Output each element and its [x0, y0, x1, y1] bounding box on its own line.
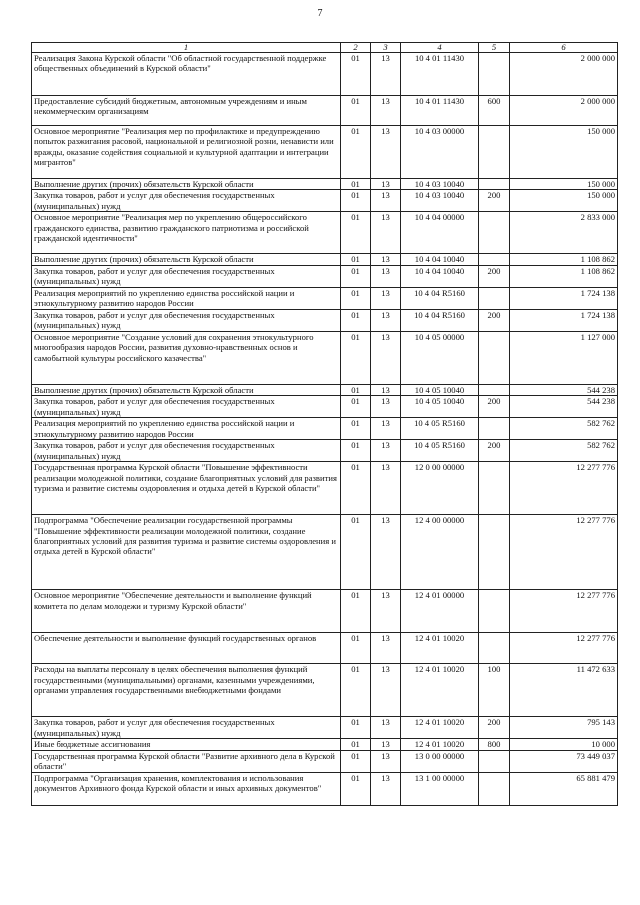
- row-expense-type-cell: [479, 126, 510, 179]
- table-row: [32, 772, 618, 805]
- table-row: [32, 418, 618, 440]
- row-amount-cell: 795 143: [510, 717, 618, 739]
- row-code-cell: 01: [341, 190, 371, 212]
- row-expense-type-cell: 800: [479, 739, 510, 750]
- row-target-article-cell: 10 4 04 00000: [401, 212, 479, 254]
- row-target-article-cell: 12 0 00 00000: [401, 462, 479, 515]
- row-expense-type-cell: [479, 750, 510, 772]
- row-subsection-cell: 13: [371, 739, 401, 750]
- page-number: 7: [317, 8, 323, 19]
- row-subsection-cell: 13: [371, 462, 401, 515]
- row-name-cell: Подпрограмма "Обеспечение реализации государственной программы "Повышение эффективности реализации молодежной политики, создание благоприятных условий для развития туризма и развитие системы оздоровления и отдыха детей в Курской области": [32, 515, 341, 590]
- row-amount-cell: 1 108 862: [510, 254, 618, 265]
- budget-table: [31, 42, 618, 806]
- row-subsection-cell: 13: [371, 212, 401, 254]
- row-expense-type-cell: [479, 179, 510, 190]
- row-subsection-cell: 13: [371, 96, 401, 126]
- row-subsection-cell: 13: [371, 772, 401, 805]
- row-expense-type-cell: 600: [479, 96, 510, 126]
- table-row: [32, 331, 618, 384]
- table-row: [32, 633, 618, 664]
- header-col-5: 5: [479, 43, 510, 53]
- row-expense-type-cell: [479, 515, 510, 590]
- row-target-article-cell: 12 4 01 10020: [401, 664, 479, 717]
- row-amount-cell: 12 277 776: [510, 462, 618, 515]
- row-amount-cell: 1 108 862: [510, 265, 618, 287]
- row-target-article-cell: 10 4 04 R5160: [401, 309, 479, 331]
- row-amount-cell: 544 238: [510, 396, 618, 418]
- row-subsection-cell: 13: [371, 309, 401, 331]
- row-target-article-cell: 13 0 00 00000: [401, 750, 479, 772]
- row-expense-type-cell: 200: [479, 309, 510, 331]
- row-code-cell: 01: [341, 331, 371, 384]
- row-subsection-cell: 13: [371, 179, 401, 190]
- row-subsection-cell: 13: [371, 440, 401, 462]
- row-amount-cell: 1 724 138: [510, 287, 618, 309]
- row-code-cell: 01: [341, 418, 371, 440]
- row-target-article-cell: 10 4 05 R5160: [401, 440, 479, 462]
- row-name-cell: Закупка товаров, работ и услуг для обеспечения государственных (муниципальных) нужд: [32, 309, 341, 331]
- row-subsection-cell: 13: [371, 418, 401, 440]
- row-code-cell: 01: [341, 664, 371, 717]
- row-amount-cell: 544 238: [510, 384, 618, 395]
- row-expense-type-cell: [479, 287, 510, 309]
- row-subsection-cell: 13: [371, 126, 401, 179]
- table-row: [32, 96, 618, 126]
- row-subsection-cell: 13: [371, 331, 401, 384]
- row-subsection-cell: 13: [371, 53, 401, 96]
- row-target-article-cell: 12 4 01 10020: [401, 717, 479, 739]
- row-amount-cell: 150 000: [510, 190, 618, 212]
- table-row: [32, 384, 618, 395]
- row-name-cell: Реализация Закона Курской области "Об областной государственной поддержке общественных объединений в Курской области": [32, 53, 341, 96]
- table-row: [32, 53, 618, 96]
- row-target-article-cell: 13 1 00 00000: [401, 772, 479, 805]
- row-name-cell: Предоставление субсидий бюджетным, автономным учреждениям и иным некоммерческим организациям: [32, 96, 341, 126]
- table-row: [32, 179, 618, 190]
- row-target-article-cell: 10 4 05 10040: [401, 396, 479, 418]
- row-code-cell: 01: [341, 265, 371, 287]
- table-row: [32, 717, 618, 739]
- row-amount-cell: 2 833 000: [510, 212, 618, 254]
- row-expense-type-cell: [479, 633, 510, 664]
- row-code-cell: 01: [341, 384, 371, 395]
- row-name-cell: Закупка товаров, работ и услуг для обеспечения государственных (муниципальных) нужд: [32, 265, 341, 287]
- row-name-cell: Реализация мероприятий по укреплению единства российской нации и этнокультурному развитию народов России: [32, 418, 341, 440]
- row-name-cell: Закупка товаров, работ и услуг для обеспечения государственных (муниципальных) нужд: [32, 190, 341, 212]
- row-amount-cell: 11 472 633: [510, 664, 618, 717]
- row-expense-type-cell: [479, 331, 510, 384]
- row-subsection-cell: 13: [371, 265, 401, 287]
- row-target-article-cell: 12 4 01 10020: [401, 633, 479, 664]
- row-subsection-cell: 13: [371, 590, 401, 633]
- row-code-cell: 01: [341, 254, 371, 265]
- row-expense-type-cell: 200: [479, 190, 510, 212]
- row-amount-cell: 10 000: [510, 739, 618, 750]
- table-row: [32, 309, 618, 331]
- table-row: [32, 126, 618, 179]
- row-amount-cell: 73 449 037: [510, 750, 618, 772]
- header-col-6: 6: [510, 43, 618, 53]
- row-amount-cell: 12 277 776: [510, 590, 618, 633]
- row-amount-cell: 2 000 000: [510, 53, 618, 96]
- row-subsection-cell: 13: [371, 396, 401, 418]
- row-code-cell: 01: [341, 212, 371, 254]
- table-row: [32, 462, 618, 515]
- row-subsection-cell: 13: [371, 717, 401, 739]
- table-row: [32, 190, 618, 212]
- row-name-cell: Основное мероприятие "Создание условий для сохранения этнокультурного многообразия народов России, развития духовно-нравственных основ и самобытной культуры российского казачества": [32, 331, 341, 384]
- row-code-cell: 01: [341, 396, 371, 418]
- row-name-cell: Расходы на выплаты персоналу в целях обеспечения выполнения функций государственными (муниципальными) органами, казенными учреждениями, органами управления государственными внебюджетными фондами: [32, 664, 341, 717]
- row-subsection-cell: 13: [371, 287, 401, 309]
- row-name-cell: Основное мероприятие "Реализация мер по укреплению общероссийского гражданского единства, развитию гражданского патриотизма и российской гражданской идентичности": [32, 212, 341, 254]
- row-code-cell: 01: [341, 440, 371, 462]
- row-expense-type-cell: [479, 418, 510, 440]
- row-target-article-cell: 10 4 05 00000: [401, 331, 479, 384]
- row-target-article-cell: 12 4 01 10020: [401, 739, 479, 750]
- row-subsection-cell: 13: [371, 190, 401, 212]
- row-amount-cell: 12 277 776: [510, 515, 618, 590]
- row-expense-type-cell: [479, 462, 510, 515]
- row-target-article-cell: 10 4 01 11430: [401, 96, 479, 126]
- row-target-article-cell: 10 4 05 10040: [401, 384, 479, 395]
- table-row: [32, 739, 618, 750]
- row-subsection-cell: 13: [371, 750, 401, 772]
- row-code-cell: 01: [341, 515, 371, 590]
- row-subsection-cell: 13: [371, 515, 401, 590]
- row-expense-type-cell: 100: [479, 664, 510, 717]
- row-target-article-cell: 10 4 03 00000: [401, 126, 479, 179]
- row-amount-cell: 12 277 776: [510, 633, 618, 664]
- row-expense-type-cell: [479, 590, 510, 633]
- row-name-cell: Государственная программа Курской области "Развитие архивного дела в Курской области": [32, 750, 341, 772]
- table-row: [32, 440, 618, 462]
- row-target-article-cell: 10 4 01 11430: [401, 53, 479, 96]
- row-amount-cell: 2 000 000: [510, 96, 618, 126]
- row-code-cell: 01: [341, 309, 371, 331]
- row-target-article-cell: 10 4 04 10040: [401, 265, 479, 287]
- row-name-cell: Выполнение других (прочих) обязательств Курской области: [32, 179, 341, 190]
- row-code-cell: 01: [341, 462, 371, 515]
- table-row: [32, 515, 618, 590]
- table-row: [32, 664, 618, 717]
- row-code-cell: 01: [341, 179, 371, 190]
- row-amount-cell: 150 000: [510, 179, 618, 190]
- row-code-cell: 01: [341, 717, 371, 739]
- row-expense-type-cell: [479, 384, 510, 395]
- row-code-cell: 01: [341, 750, 371, 772]
- row-name-cell: Подпрограмма "Организация хранения, комплектования и использования документов Архивного фонда Курской области и иных архивных документов": [32, 772, 341, 805]
- row-amount-cell: 1 724 138: [510, 309, 618, 331]
- header-col-1: 1: [32, 43, 341, 53]
- row-expense-type-cell: [479, 212, 510, 254]
- header-col-3: 3: [371, 43, 401, 53]
- header-col-4: 4: [401, 43, 479, 53]
- table-row: [32, 396, 618, 418]
- table-row: [32, 254, 618, 265]
- row-target-article-cell: 10 4 04 10040: [401, 254, 479, 265]
- row-amount-cell: 582 762: [510, 418, 618, 440]
- row-target-article-cell: 12 4 00 00000: [401, 515, 479, 590]
- row-name-cell: Обеспечение деятельности и выполнение функций государственных органов: [32, 633, 341, 664]
- table-row: [32, 590, 618, 633]
- row-target-article-cell: 12 4 01 00000: [401, 590, 479, 633]
- row-target-article-cell: 10 4 03 10040: [401, 179, 479, 190]
- table-row: [32, 750, 618, 772]
- row-name-cell: Основное мероприятие "Реализация мер по профилактике и предупреждению попыток разжигания расовой, национальной и религиозной розни, ненависти или вражды, оказание содействия социальной и культурной адаптации и интеграции мигрантов": [32, 126, 341, 179]
- header-row: [32, 43, 618, 53]
- row-name-cell: Закупка товаров, работ и услуг для обеспечения государственных (муниципальных) нужд: [32, 396, 341, 418]
- table-row: [32, 212, 618, 254]
- row-code-cell: 01: [341, 287, 371, 309]
- row-expense-type-cell: 200: [479, 440, 510, 462]
- row-target-article-cell: 10 4 03 10040: [401, 190, 479, 212]
- row-name-cell: Закупка товаров, работ и услуг для обеспечения государственных (муниципальных) нужд: [32, 440, 341, 462]
- row-expense-type-cell: [479, 254, 510, 265]
- row-expense-type-cell: 200: [479, 396, 510, 418]
- row-subsection-cell: 13: [371, 633, 401, 664]
- row-amount-cell: 65 881 479: [510, 772, 618, 805]
- row-expense-type-cell: [479, 53, 510, 96]
- table-row: [32, 265, 618, 287]
- row-code-cell: 01: [341, 633, 371, 664]
- row-name-cell: Государственная программа Курской области "Повышение эффективности реализации молодежной политики, создание благоприятных условий для развития туризма и развитие системы оздоровления и отдыха детей в Курской области": [32, 462, 341, 515]
- row-name-cell: Выполнение других (прочих) обязательств Курской области: [32, 384, 341, 395]
- row-target-article-cell: 10 4 05 R5160: [401, 418, 479, 440]
- row-amount-cell: 1 127 000: [510, 331, 618, 384]
- row-name-cell: Основное мероприятие "Обеспечение деятельности и выполнение функций комитета по делам молодежи и туризму Курской области": [32, 590, 341, 633]
- row-code-cell: 01: [341, 739, 371, 750]
- row-expense-type-cell: [479, 772, 510, 805]
- table-row: [32, 287, 618, 309]
- row-name-cell: Закупка товаров, работ и услуг для обеспечения государственных (муниципальных) нужд: [32, 717, 341, 739]
- row-amount-cell: 150 000: [510, 126, 618, 179]
- row-name-cell: Иные бюджетные ассигнования: [32, 739, 341, 750]
- row-amount-cell: 582 762: [510, 440, 618, 462]
- row-code-cell: 01: [341, 96, 371, 126]
- row-target-article-cell: 10 4 04 R5160: [401, 287, 479, 309]
- row-expense-type-cell: 200: [479, 265, 510, 287]
- row-subsection-cell: 13: [371, 664, 401, 717]
- row-name-cell: Выполнение других (прочих) обязательств Курской области: [32, 254, 341, 265]
- header-col-2: 2: [341, 43, 371, 53]
- row-code-cell: 01: [341, 126, 371, 179]
- row-code-cell: 01: [341, 53, 371, 96]
- row-expense-type-cell: 200: [479, 717, 510, 739]
- row-subsection-cell: 13: [371, 254, 401, 265]
- row-name-cell: Реализация мероприятий по укреплению единства российской нации и этнокультурному развитию народов России: [32, 287, 341, 309]
- row-subsection-cell: 13: [371, 384, 401, 395]
- row-code-cell: 01: [341, 772, 371, 805]
- row-code-cell: 01: [341, 590, 371, 633]
